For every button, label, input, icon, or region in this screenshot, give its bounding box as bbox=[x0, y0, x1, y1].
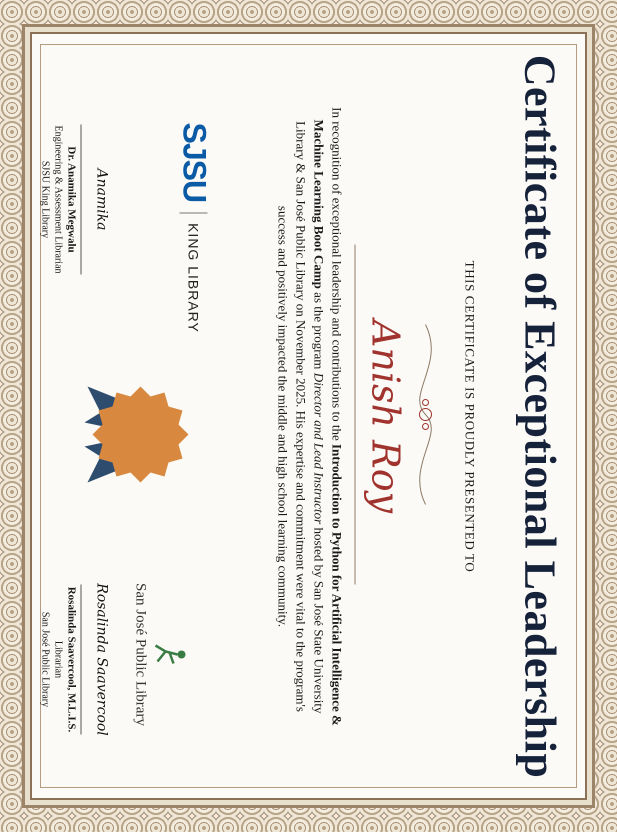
body-text bbox=[273, 104, 345, 728]
sjpl-name: San José Public Library bbox=[132, 582, 148, 726]
signatory-org-left: SJSU King Library bbox=[39, 160, 50, 238]
signatory-org-right: San José Public Library bbox=[39, 611, 50, 707]
signature-left: Anamika bbox=[93, 167, 109, 231]
sjpl-logo bbox=[131, 574, 187, 734]
name-divider bbox=[354, 244, 355, 584]
signature-line-right bbox=[80, 584, 81, 734]
signatory-name-left: Dr. Anamika Megwalu bbox=[65, 145, 77, 253]
body-rest: hosted by San José State University Library & San José Public Library on November 2025. His expertise and commitment were vital to the program's success and positively impacted the middle and high school learning community. bbox=[275, 120, 326, 713]
certificate-title: Certificate of Exceptional Leadership bbox=[515, 54, 564, 778]
certificate-body bbox=[40, 44, 577, 788]
signatory-title-left: Engineering & Assessment Librarian bbox=[52, 124, 63, 274]
sjpl-figure-icon bbox=[153, 639, 187, 669]
seal-icon bbox=[82, 374, 192, 494]
presented-to-line: THIS CERTIFICATE IS PROUDLY PRESENTED TO bbox=[462, 260, 477, 572]
sjsu-mark: SJSU bbox=[176, 122, 212, 202]
sjsu-logo bbox=[175, 122, 212, 332]
body-as: as the program bbox=[311, 288, 326, 373]
signatory-name-right: Rosalinda Saavercool, M.L.I.S. bbox=[65, 586, 77, 732]
recipient-name: Anish Roy bbox=[363, 319, 407, 513]
role-title: Director and Lead Instructor bbox=[311, 372, 326, 524]
signature-line-left bbox=[80, 124, 81, 274]
signature-block-right bbox=[38, 564, 107, 754]
logo-separator bbox=[180, 212, 208, 213]
signature-right: Rosalinda Saavercool bbox=[93, 582, 109, 736]
body-intro: In recognition of exceptional leadership and contributions to the bbox=[329, 106, 344, 441]
sjsu-sub: KING LIBRARY bbox=[185, 222, 202, 333]
signature-block-left bbox=[38, 104, 107, 294]
signatory-title-right: Librarian bbox=[52, 640, 63, 678]
program-name: Introduction to Python for Artificial Intelligence & Machine Learning Boot Camp bbox=[311, 119, 344, 726]
